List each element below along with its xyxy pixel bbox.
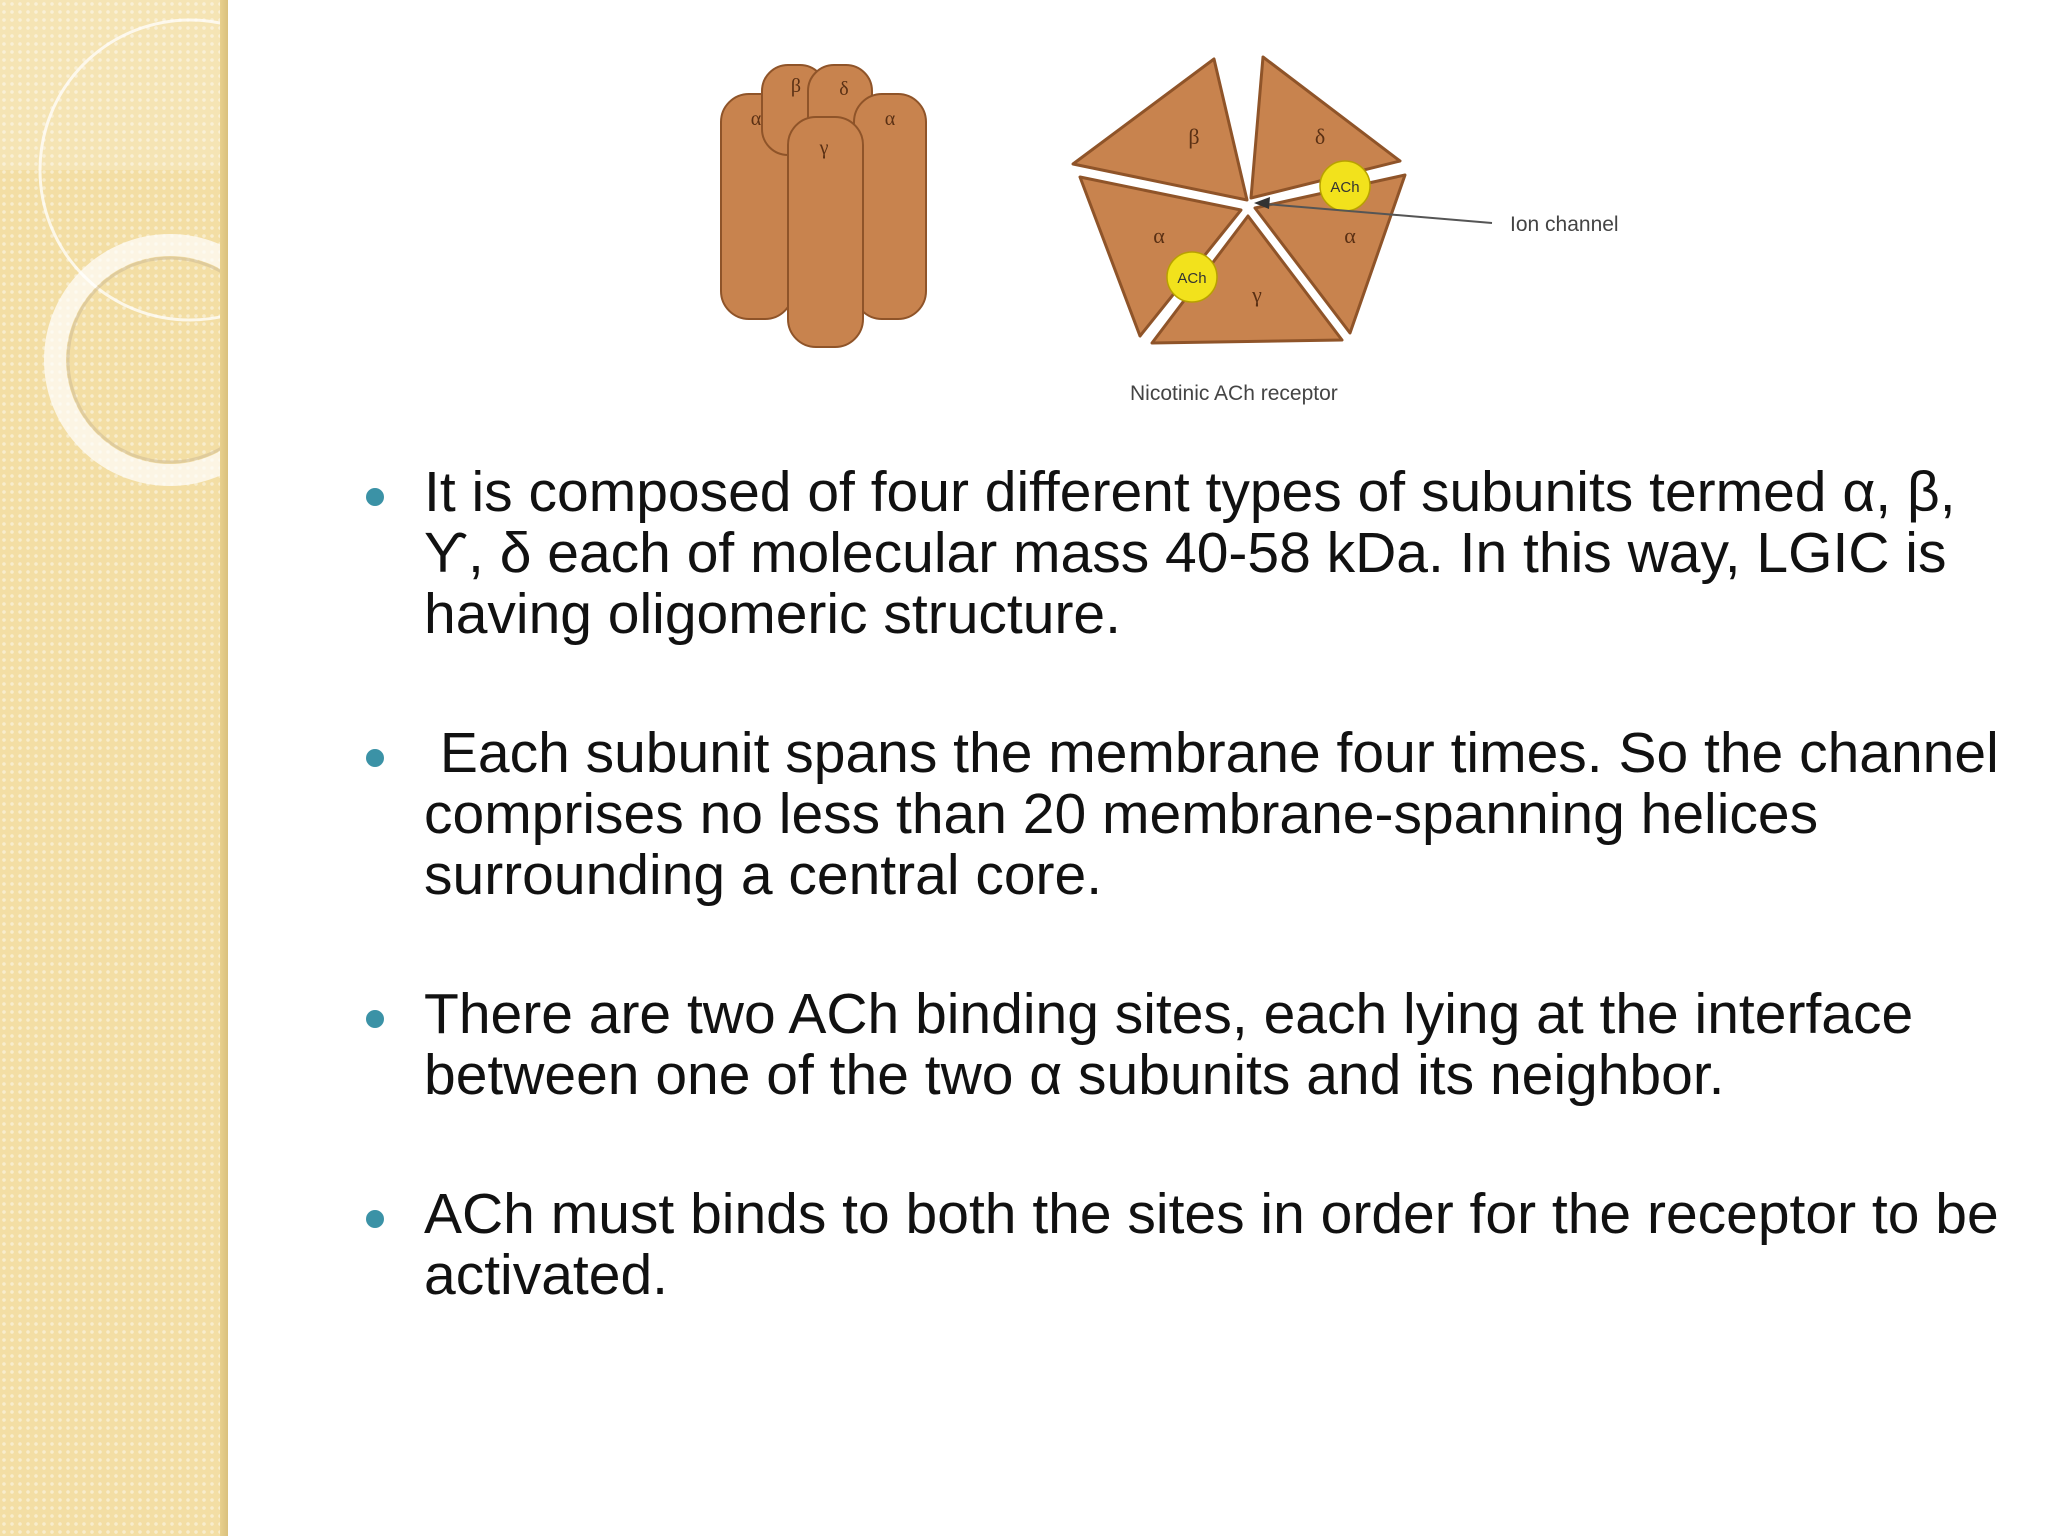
pentagon-label-beta: β [1188,124,1200,149]
ion-channel-label: Ion channel [1510,213,1619,236]
receptor-figure [700,40,1700,420]
bullet-dot [366,1210,384,1228]
bullet-item [360,1182,2015,1307]
ach-label-lower: ACh [1177,270,1207,287]
pentagon-label-alpha-right: α [1344,223,1356,248]
pentagon-label-delta: δ [1314,124,1326,149]
pentagon-label-gamma: γ [1252,282,1262,307]
bullet-dot [366,488,384,506]
bullet-text: Each subunit spans the membrane four times. So the channel comprises no less than 20 membrane-spanning helices surrounding a central core. [424,721,2015,907]
bullet-dot [366,749,384,767]
bullet-item [360,462,2000,645]
pentagon-label-alpha-left: α [1153,223,1165,248]
bundle-label-delta: δ [839,78,849,100]
ach-label-upper: ACh [1330,179,1360,196]
decorative-sidebar [0,0,228,1536]
bundle-label-gamma: γ [819,137,829,159]
figure-caption: Nicotinic ACh receptor [1130,382,1338,405]
bundle-label-beta: β [790,75,802,97]
sidebar-edge [220,0,228,1536]
bullet-text: It is composed of four different types of subunits termed α, β, Ƴ, δ each of molecular mass 40-58 kDa. In this way, LGIC is having oligomeric structure. [424,460,1972,646]
bullet-item [360,984,2000,1106]
pentagon-subunit-beta [1073,59,1247,200]
bullet-text: There are two ACh binding sites, each lying at the interface between one of the two α subunits and its neighbor. [424,982,1930,1107]
bullet-text: ACh must binds to both the sites in order for the receptor to be activated. [424,1182,2015,1307]
bullet-list [360,460,2015,1384]
bullet-item [360,721,2015,907]
bundle-label-alpha-left: α [750,108,762,130]
bundle-label-alpha-right: α [884,108,896,130]
decorative-rings [0,0,228,1536]
bullet-dot [366,1010,384,1028]
